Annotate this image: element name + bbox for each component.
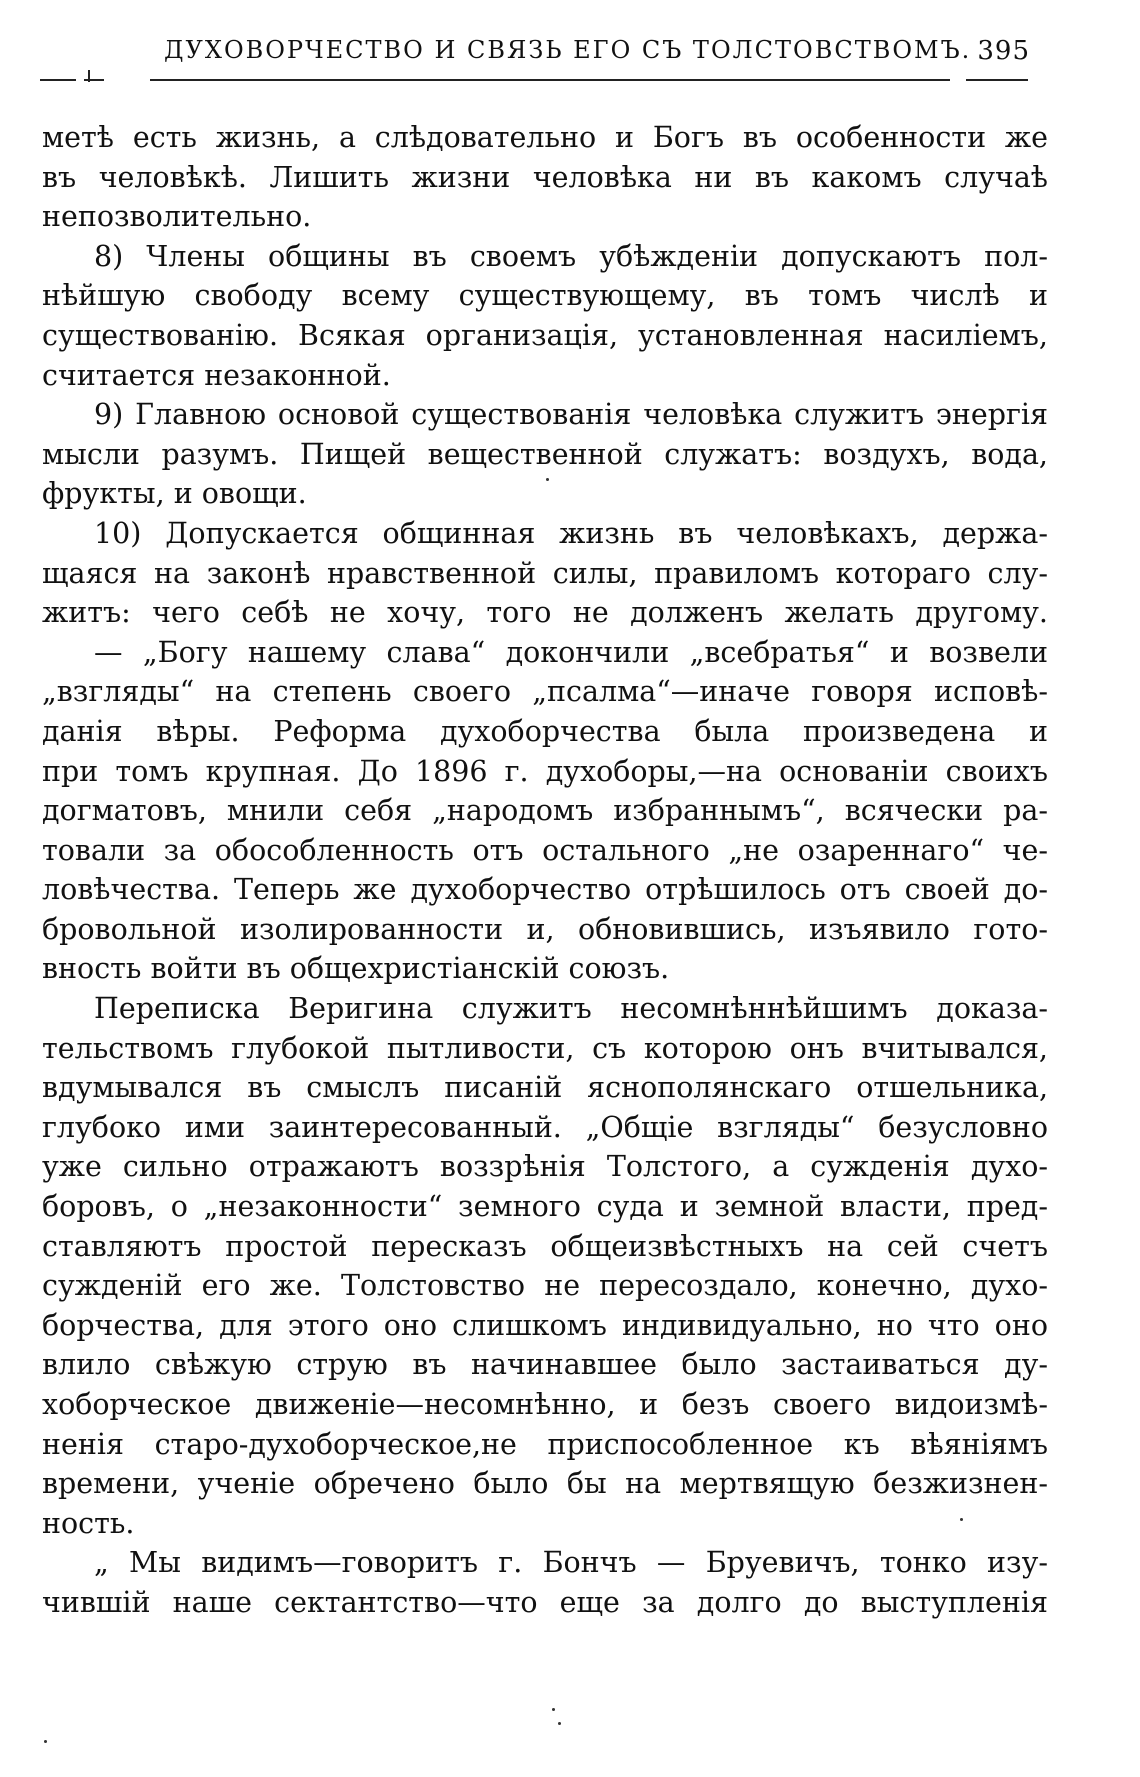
text-line: считается незаконной. (42, 358, 391, 392)
text-line: существованiю. Всякая организацiя, установленная насилiемъ, (42, 318, 1048, 352)
text-line: вдумывался въ смыслъ писанiй яснополянскаго отшельника, (42, 1071, 1048, 1105)
text-line: времени, ученiе обречено было бы на мертвящую безжизнен- (42, 1467, 1048, 1501)
text-line: боровъ, о „незаконности“ земного суда и земной власти, пред- (42, 1190, 1048, 1224)
print-speck (546, 478, 549, 481)
text-line: чившiй наше сектантство—что еще за долго до выступленiя (42, 1585, 1048, 1619)
text-line: 8) Члены общины въ своемъ убѣжденiи допускаютъ пол- (94, 239, 1048, 273)
print-speck (44, 1740, 47, 1743)
header-rule-tick (88, 70, 90, 82)
text-line: Переписка Веригина служитъ несомнѣннѣйшимъ доказа- (94, 992, 1048, 1026)
running-title: ДУХОВОРЧЕСТВО И СВЯЗЬ ЕГО СЪ ТОЛСТОВСТВОМЪ. (164, 36, 972, 64)
text-line: данiя вѣры. Реформа духоборчества была произведена и (42, 714, 1048, 748)
text-line: ставляютъ простой пересказъ общеизвѣстныхъ на сей счетъ (42, 1229, 1048, 1263)
text-line: бровольной изолированности и, обновившись, изъявило гото- (42, 912, 1048, 946)
body-text (42, 118, 1048, 1623)
text-line: тельствомъ глубокой пытливости, съ которою онъ вчитывался, (42, 1031, 1048, 1065)
text-line: житъ: чего себѣ не хочу, того не долженъ желать другому. (42, 596, 1048, 630)
text-line: влило свѣжую струю въ начинавшее было застаиваться ду- (42, 1348, 1048, 1382)
text-line: „взгляды“ на степень своего „псалма“—иначе говоря исповѣ- (42, 675, 1048, 709)
text-line: фрукты, и овощи. (42, 477, 307, 511)
text-line: 10) Допускается общинная жизнь въ человѣкахъ, держа- (94, 516, 1048, 550)
text-line: метѣ есть жизнь, а слѣдовательно и Богъ въ особенности же (42, 121, 1048, 154)
text-line: ненiя старо-духоборческое,не приспособленное къ вѣянiямъ (42, 1427, 1048, 1461)
print-speck (558, 1722, 561, 1725)
text-line: нѣйшую свободу всему существующему, въ томъ числѣ и (42, 279, 1048, 313)
text-line: хоборческое движенiе—несомнѣнно, и безъ своего видоизмѣ- (42, 1388, 1048, 1421)
text-line: товали за обособленность отъ остального „не озареннаго“ че- (42, 833, 1048, 867)
header-rule (150, 79, 950, 81)
text-line: борчества, для этого оно слишкомъ индивидуально, но что оно (42, 1308, 1048, 1342)
text-line: ловѣчества. Теперь же духоборчество отрѣшилось отъ своей до- (42, 873, 1048, 907)
text-line: мысли разумъ. Пищей вещественной служатъ: воздухъ, вода, (42, 437, 1048, 471)
print-speck (960, 1518, 963, 1521)
header-rule-left-dash-2 (84, 79, 104, 81)
running-header (150, 32, 1030, 72)
text-line: уже сильно отражаютъ воззрѣнiя Толстого, а сужденiя духо- (42, 1150, 1048, 1184)
text-line: догматовъ, мнили себя „народомъ избраннымъ“, всячески ра- (42, 794, 1048, 828)
text-line: глубоко ими заинтересованный. „Общiе взгляды“ безусловно (42, 1110, 1048, 1144)
text-line: 9) Главною основой существованiя человѣка служитъ энергiя (94, 398, 1048, 432)
text-line: щаяся на законѣ нравственной силы, правиломъ котораго слу- (42, 556, 1048, 590)
header-rule-left-dash (40, 79, 76, 81)
text-line: сужденiй его же. Толстовство не пересоздало, конечно, духо- (42, 1269, 1048, 1303)
page-number: 395 (977, 36, 1030, 66)
text-line: вность войти въ общехристiанскiй союзъ. (42, 952, 670, 986)
text-line: при томъ крупная. До 1896 г. духоборы,—на основанiи своихъ (42, 754, 1048, 788)
text-line: ность. (42, 1506, 135, 1540)
print-speck (552, 1708, 555, 1711)
text-line: непозволительно. (42, 200, 312, 234)
header-rule-right-dash (966, 79, 1028, 81)
text-line: — „Богу нашему слава“ докончили „всебратья“ и возвели (94, 635, 1048, 669)
text-line: „ Мы видимъ—говоритъ г. Бончъ — Бруевичъ, тонко изу- (94, 1546, 1048, 1580)
text-line: въ человѣкѣ. Лишить жизни человѣка ни въ какомъ случаѣ (42, 160, 1048, 194)
